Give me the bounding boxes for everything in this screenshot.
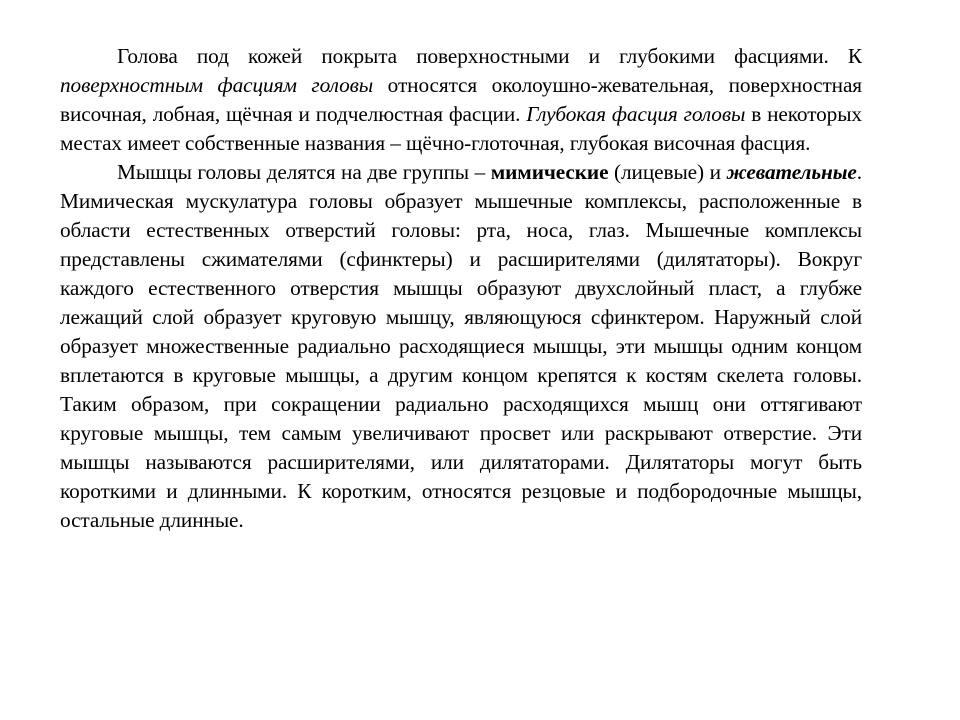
text-block bbox=[60, 42, 862, 535]
text-segment: в некоторых местах имеет собственные названия – щёчно-глоточная, глубокая височная фасция. bbox=[60, 102, 862, 155]
text-segment: Голова под кожей покрыта поверхностными и глубокими фасциями. К bbox=[117, 44, 862, 68]
term-deep-fascia: Глубокая фасция головы bbox=[526, 102, 746, 126]
term-mimic: мимические bbox=[490, 160, 609, 184]
term-masticatory: жевательные bbox=[726, 160, 857, 184]
text-segment: Мышцы головы делятся на две группы – bbox=[117, 160, 491, 184]
paragraph-fascia bbox=[60, 42, 862, 158]
paragraph-muscles bbox=[60, 158, 862, 535]
text-segment: относятся околоушно-жевательная, поверхностная височная, лобная, щёчная и подчелюстная фасции. bbox=[60, 73, 862, 126]
text-segment: (лицевые) и bbox=[608, 160, 727, 184]
term-superficial-fascia: поверхностным фасциям головы bbox=[60, 73, 374, 97]
text-segment: . Мимическая мускулатура головы образует мышечные комплексы, расположенные в области естественных отверстий головы: рта, носа, глаз. Мышечные комплексы представлены сжимателями (сфинктеры) и расширителями (дилятаторы). Вокруг каждого естественного отверстия мышцы образуют двухслойный пласт, а глубже лежащий слой образует круговую мышцу, являющуюся сфинктером. Наружный слой образует множественные радиально расходящиеся мышцы, эти мышцы одним концом вплетаются в круговые мышцы, а другим концом крепятся к костям скелета головы. Таким образом, при сокращении радиально расходящихся мышц они оттягивают круговые мышцы, тем самым увеличивают просвет или раскрывают отверстие. Эти мышцы называются расширителями, или дилятаторами. Дилятаторы могут быть короткими и длинными. К коротким, относятся резцовые и подбородочные мышцы, остальные длинные. bbox=[60, 160, 862, 532]
